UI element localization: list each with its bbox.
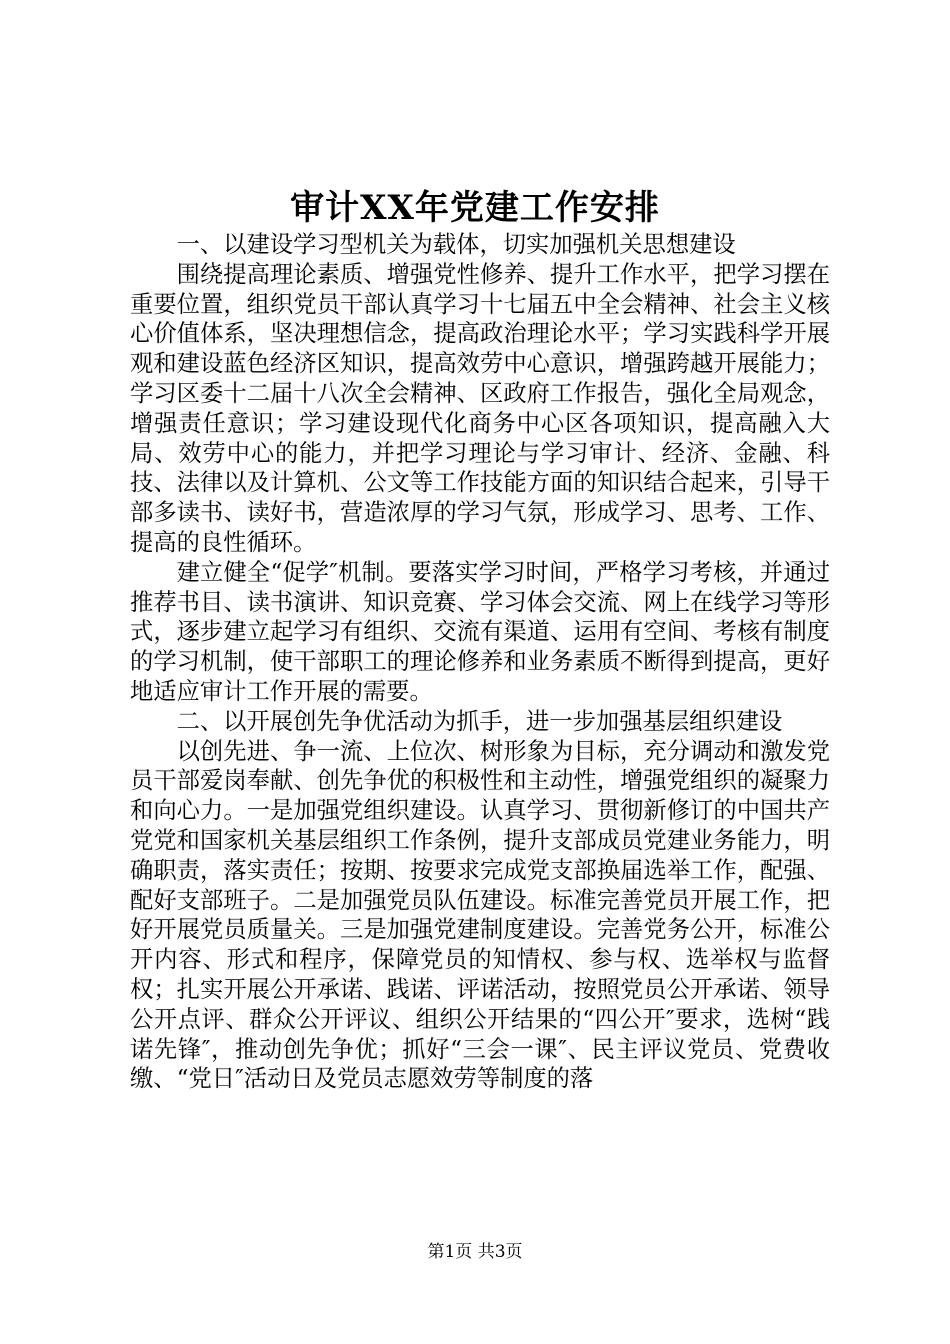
section-heading-2: 二、以开展创先争优活动为抓手，进一步加强基层组织建设 [176, 707, 783, 735]
body-paragraph: 围绕提高理论素质、增强党性修养、提升工作水平，把学习摆在重要位置，组织党员干部认真学习十七届五中全会精神、社会主义核心价值体系，坚决理想信念，提高政治理论水平；学习实践科学开展观和建设蓝色经济区知识，提高效劳中心意识，增强跨越开展能力；学习区委十二届十八次全会精神、区政府工作报告，强化全局观念，增强责任意识；学习建设现代化商务中心区各项知识，提高融入大局、效劳中心的能力，并把学习理论与学习审计、经济、金融、科技、法律以及计算机、公文等工作技能方面的知识结合起来，引导干部多读书、读好书，营造浓厚的学习气氛，形成学习、思考、工作、提高的良性循环。 [130, 260, 830, 556]
section-heading-1: 一、以建设学习型机关为载体，切实加强机关思想建设 [176, 231, 736, 258]
body-paragraph: 建立健全“促学″机制。要落实学习时间，严格学习考核，并通过推荐书目、读书演讲、知识竞赛、学习体会交流、网上在线学习等形式，逐步建立起学习有组织、交流有渠道、运用有空间、考核有制度的学习机制，使干部职工的理论修养和业务素质不断得到提高，更好地适应审计工作开展的需要。 [130, 558, 830, 705]
page-number-footer: 第1页 共3页 [427, 1242, 523, 1262]
document-body [130, 230, 830, 1094]
document-title: 审计XX年党建工作安排 [290, 188, 660, 228]
body-paragraph: 以创先进、争一流、上位次、树形象为目标，充分调动和激发党员干部爱岗奉献、创先争优的积极性和主动性，增强党组织的凝聚力和向心力。一是加强党组织建设。认真学习、贯彻新修订的中国共产党党和国家机关基层组织工作条例，提升支部成员党建业务能力，明确职责，落实责任；按期、按要求完成党支部换届选举工作，配强、配好支部班子。二是加强党员队伍建设。标准完善党员开展工作，把好开展党员质量关。三是加强党建制度建设。完善党务公开，标准公开内容、形式和程序，保障党员的知情权、参与权、选举权与监督权；扎实开展公开承诺、践诺、评诺活动，按照党员公开承诺、领导公开点评、群众公开评议、组织公开结果的“四公开″要求，选树“践诺先锋″，推动创先争优；抓好“三会一课″、民主评议党员、党费收缴、“党日″活动日及党员志愿效劳等制度的落 [130, 737, 830, 1093]
